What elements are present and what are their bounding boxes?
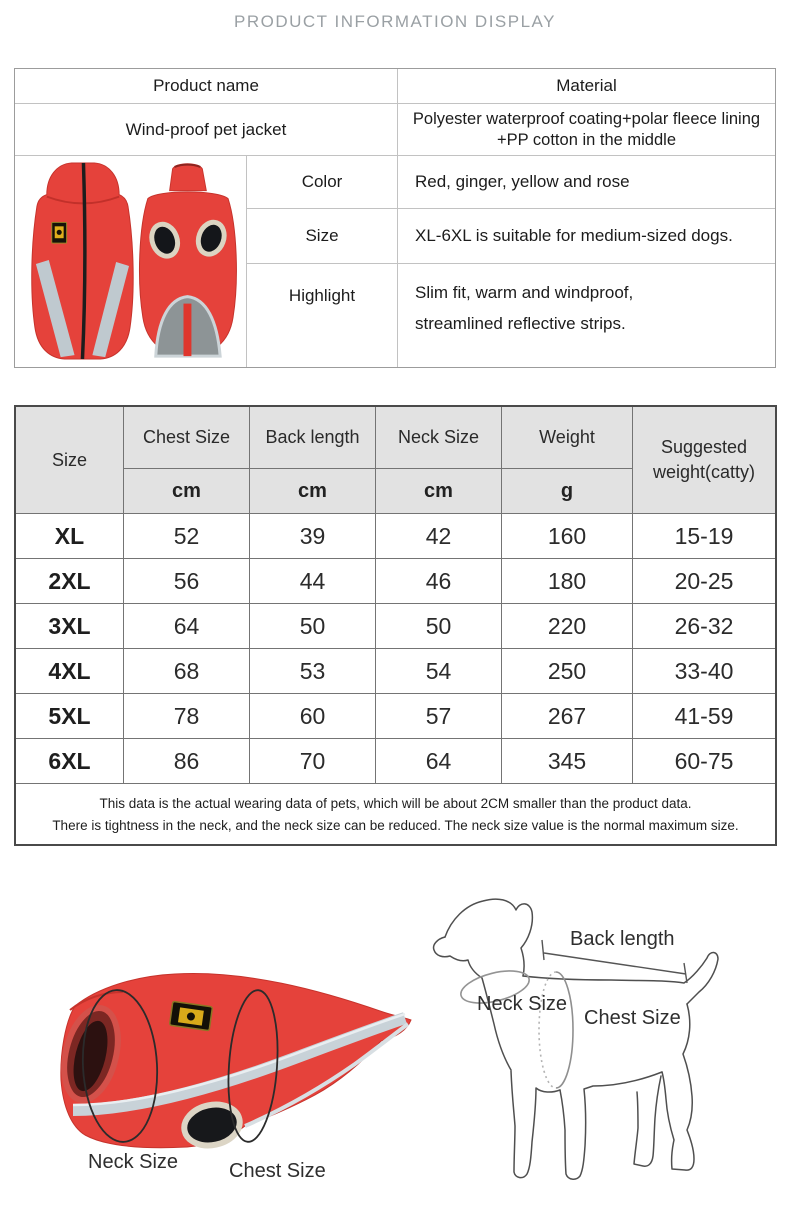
table-cell: 52 [124, 514, 250, 559]
size-row-label: 4XL [16, 649, 124, 694]
color-label: Color [247, 156, 398, 209]
table-cell: 54 [376, 649, 502, 694]
size-row-label: 3XL [16, 604, 124, 649]
highlight-label: Highlight [247, 264, 398, 367]
table-cell: 267 [502, 694, 633, 739]
jacket-chest-size-label: Chest Size [229, 1160, 326, 1182]
neck-unit: cm [376, 469, 502, 514]
dog-chest-size-label: Chest Size [584, 1007, 681, 1029]
table-cell: 56 [124, 559, 250, 604]
size-row-label: 5XL [16, 694, 124, 739]
table-cell: 180 [502, 559, 633, 604]
weight-column-header: Weight [502, 407, 633, 469]
back-unit: cm [250, 469, 376, 514]
color-value: Red, ginger, yellow and rose [398, 156, 775, 209]
table-cell: 46 [376, 559, 502, 604]
jacket-back-view [139, 164, 236, 356]
table-cell: 70 [250, 739, 376, 784]
table-cell: 60 [250, 694, 376, 739]
table-cell: 39 [250, 514, 376, 559]
table-cell: 50 [250, 604, 376, 649]
table-footnote [16, 784, 775, 844]
jacket-neck-size-label: Neck Size [88, 1151, 179, 1173]
table-cell: 57 [376, 694, 502, 739]
table-cell: 78 [124, 694, 250, 739]
suggested-column-header: Suggested weight(catty) [633, 407, 775, 514]
paw-logo-patch [170, 1001, 213, 1030]
paw-logo-patch [51, 222, 66, 243]
table-cell: 15-19 [633, 514, 775, 559]
table-cell: 345 [502, 739, 633, 784]
back-column-header: Back length [250, 407, 376, 469]
size-value: XL-6XL is suitable for medium-sized dogs. [398, 209, 775, 264]
table-cell: 41-59 [633, 694, 775, 739]
footnote-line-2: There is tightness in the neck, and the neck size can be reduced. The neck size value is the normal maximum size. [52, 817, 739, 833]
dog-neck-size-label: Neck Size [477, 993, 568, 1015]
table-cell: 64 [376, 739, 502, 784]
table-cell: 44 [250, 559, 376, 604]
product-photo-illustration [16, 157, 246, 366]
material-value: Polyester waterproof coating+polar fleece lining +PP cotton in the middle [398, 104, 775, 156]
product-info-table [14, 68, 776, 368]
chest-ellipse-back [539, 972, 556, 1088]
red-strap [183, 304, 191, 356]
table-cell: 33-40 [633, 649, 775, 694]
material-header: Material [398, 69, 775, 104]
chest-ellipse-front [556, 972, 573, 1088]
jacket-measurement-figure [15, 958, 417, 1158]
product-photo [15, 156, 247, 367]
back-length-label: Back length [570, 928, 675, 950]
chest-column-header: Chest Size [124, 407, 250, 469]
table-cell: 86 [124, 739, 250, 784]
size-row-label: 6XL [16, 739, 124, 784]
table-cell: 53 [250, 649, 376, 694]
jacket-front-view [31, 163, 132, 359]
size-label: Size [247, 209, 398, 264]
page-title: PRODUCT INFORMATION DISPLAY [234, 12, 556, 31]
table-cell: 220 [502, 604, 633, 649]
table-cell: 60-75 [633, 739, 775, 784]
table-cell: 42 [376, 514, 502, 559]
table-cell: 26-32 [633, 604, 775, 649]
chest-unit: cm [124, 469, 250, 514]
table-cell: 160 [502, 514, 633, 559]
table-cell: 20-25 [633, 559, 775, 604]
footnote-line-1: This data is the actual wearing data of pets, which will be about 2CM smaller than the product data. [99, 795, 692, 811]
neck-column-header: Neck Size [376, 407, 502, 469]
table-cell: 250 [502, 649, 633, 694]
size-row-label: XL [16, 514, 124, 559]
size-row-label: 2XL [16, 559, 124, 604]
table-cell: 68 [124, 649, 250, 694]
size-column-header: Size [16, 407, 124, 514]
highlight-value: Slim fit, warm and windproof, streamlined reflective strips. [415, 283, 634, 333]
size-chart-table [14, 405, 777, 846]
product-name-header: Product name [15, 69, 398, 104]
table-cell: 64 [124, 604, 250, 649]
product-name-value: Wind-proof pet jacket [15, 104, 398, 156]
table-cell: 50 [376, 604, 502, 649]
weight-unit: g [502, 469, 633, 514]
